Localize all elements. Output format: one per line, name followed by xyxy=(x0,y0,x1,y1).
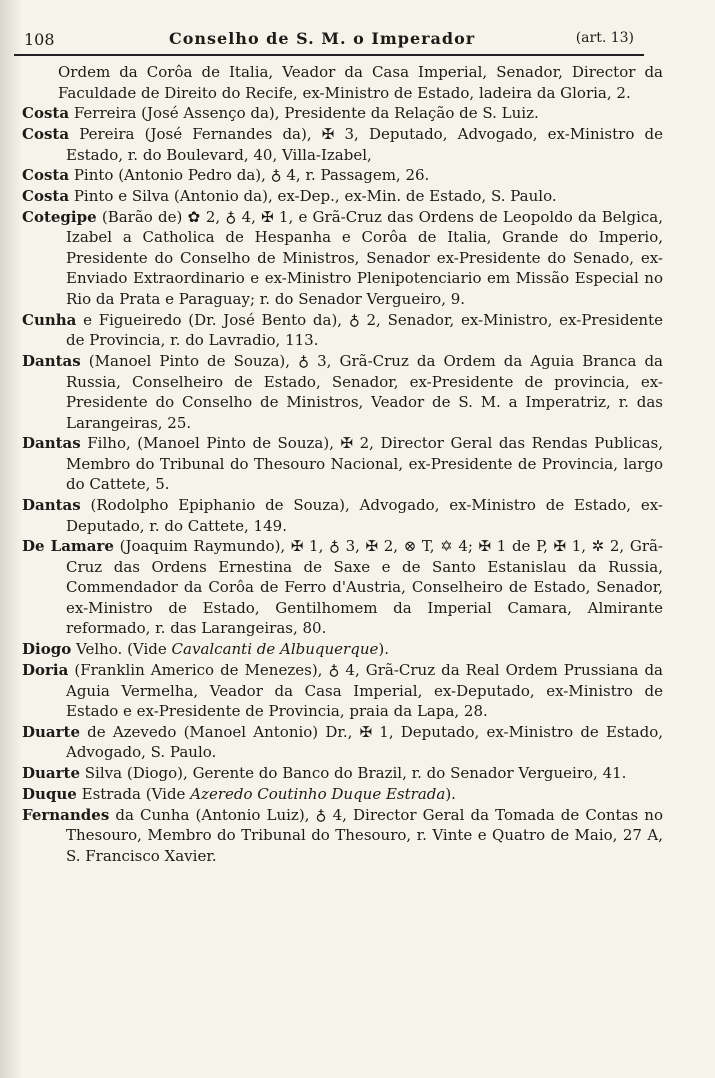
entry-text: (Franklin Americo de Menezes), ♁ 4, Grã-Cruz da Real Ordem Prussiana da Aguia Vermelha, Veador da Casa Imperial, ex-Deputado, ex-Ministro de Estado e ex-Presidente de Provincia, praia da Lapa, 28. xyxy=(66,661,663,721)
entry-text: Pereira (José Fernandes da), ✠ 3, Deputado, Advogado, ex-Ministro de Estado, r. do Boulevard, 40, Villa-Izabel, xyxy=(66,125,663,164)
entry-text: Ordem da Corôa de Italia, Veador da Casa Imperial, Senador, Director da Faculdade de Direito do Recife, ex-Ministro de Estado, ladeira da Gloria, 2. xyxy=(58,63,663,102)
entry-text: (Joaquim Raymundo), ✠ 1, ♁ 3, ✠ 2, ⊗ T, ✡ 4; ✠ 1 de P, ✠ 1, ✲ 2, Grã-Cruz das Ordens Ernestina de Saxe e de Santo Estanislau da Russia, Commendador da Corôa de Ferro d'Austria, Conselheiro de Estado, Senador, ex-Ministro de Estado, Gentilhomem da Imperial Camara, Almirante reformado, r. das Larangeiras, 80. xyxy=(66,537,664,638)
list-item xyxy=(0,536,715,639)
entry-surname: Dantas xyxy=(22,496,81,515)
entry-text: (Rodolpho Epiphanio de Souza), Advogado, ex-Ministro de Estado, ex-Deputado, r. do Cattete, 149. xyxy=(66,496,663,535)
entry-text: Pinto (Antonio Pedro da), ♁ 4, r. Passagem, 26. xyxy=(69,166,430,185)
entry-text: e Figueiredo (Dr. José Bento da), ♁ 2, Senador, ex-Ministro, ex-Presidente de Provincia, r. do Lavradio, 113. xyxy=(66,310,663,350)
list-item xyxy=(0,351,715,433)
list-item xyxy=(0,763,715,784)
entries-list xyxy=(0,62,715,867)
entry-surname: Duque xyxy=(22,784,77,803)
entry-text: Ferreira (José Assenço da), Presidente da Relação de S. Luiz. xyxy=(69,104,539,123)
entry-surname: Doria xyxy=(22,661,69,680)
entry-surname: Diogo xyxy=(22,640,72,659)
entry-text: de Azevedo (Manoel Antonio) Dr., ✠ 1, Deputado, ex-Ministro de Estado, Advogado, S. Paulo. xyxy=(66,722,663,762)
entry-text: Pinto e Silva (Antonio da), ex-Dep., ex-Min. de Estado, S. Paulo. xyxy=(69,187,557,206)
entry-text: da Cunha (Antonio Luiz), ♁ 4, Director Geral da Tomada de Contas no Thesouro, Membro do Tribunal do Thesouro, r. Vinte e Quatro de Maio, 27 A, S. Francisco Xavier. xyxy=(66,805,663,865)
entry-surname: Fernandes xyxy=(22,805,110,824)
list-item xyxy=(0,805,715,867)
list-item xyxy=(0,310,715,351)
article-reference: (art. 13) xyxy=(575,30,634,46)
entry-text: Estrada (Vide xyxy=(76,784,191,803)
entry-text-tail: ). xyxy=(378,640,389,659)
list-item xyxy=(0,124,715,165)
page-number: 108 xyxy=(24,30,55,49)
entry-text: Silva (Diogo), Gerente do Banco do Brazil, r. do Senador Vergueiro, 41. xyxy=(80,764,627,783)
entry-surname: Cunha xyxy=(22,310,77,329)
list-item xyxy=(0,722,715,763)
list-item xyxy=(0,186,715,207)
entry-surname: Costa xyxy=(22,104,70,123)
list-item xyxy=(0,433,715,495)
list-item xyxy=(0,62,715,103)
list-item xyxy=(0,660,715,722)
entry-text: (Manoel Pinto de Souza), ♁ 3, Grã-Cruz da Ordem da Aguia Branca da Russia, Conselheiro de Estado, Senador, ex-Presidente de provincia, ex-Presidente do Conselho de Ministros, Veador de S. M. a Imperatriz, r. das Larangeiras, 25. xyxy=(66,352,663,432)
entry-surname: Cotegipe xyxy=(22,207,97,226)
entry-surname: Costa xyxy=(22,187,70,206)
list-item xyxy=(0,639,715,660)
list-item xyxy=(0,784,715,805)
entry-cross-reference: Azeredo Coutinho Duque Estrada xyxy=(190,784,446,803)
entry-surname: Duarte xyxy=(22,764,81,783)
page-header xyxy=(14,26,644,56)
list-item xyxy=(0,165,715,186)
entry-text: (Barão de) ✿ 2, ♁ 4, ✠ 1, e Grã-Cruz das Ordens de Leopoldo da Belgica, Izabel a Catholica de Hespanha e Corôa de Italia, Grande do Imperio, Presidente do Conselho de Ministros, Senador ex-Presidente do Senado, ex-Enviado Extraordinario e ex-Ministro Plenipotenciario em Missão Especial no Rio da Prata e Paraguay; r. do Senador Vergueiro, 9. xyxy=(66,207,663,308)
entry-text: Filho, (Manoel Pinto de Souza), ✠ 2, Director Geral das Rendas Publicas, Membro do Tribunal do Thesouro Nacional, ex-Presidente de Provincia, largo do Cattete, 5. xyxy=(66,434,663,494)
entry-surname: Dantas xyxy=(22,434,81,453)
list-item xyxy=(0,103,715,124)
entry-surname: Costa xyxy=(22,125,70,144)
list-item xyxy=(0,495,715,536)
entry-text-tail: ). xyxy=(445,784,456,803)
entry-surname: Costa xyxy=(22,166,70,185)
entry-surname: Dantas xyxy=(22,352,81,371)
entry-text: Velho. (Vide xyxy=(71,640,172,659)
entry-surname: De Lamare xyxy=(22,537,114,556)
running-title: Conselho de S. M. o Imperador xyxy=(169,29,476,48)
list-item xyxy=(0,207,715,310)
entry-cross-reference: Cavalcanti de Albuquerque xyxy=(171,640,379,659)
entry-surname: Duarte xyxy=(22,722,81,741)
